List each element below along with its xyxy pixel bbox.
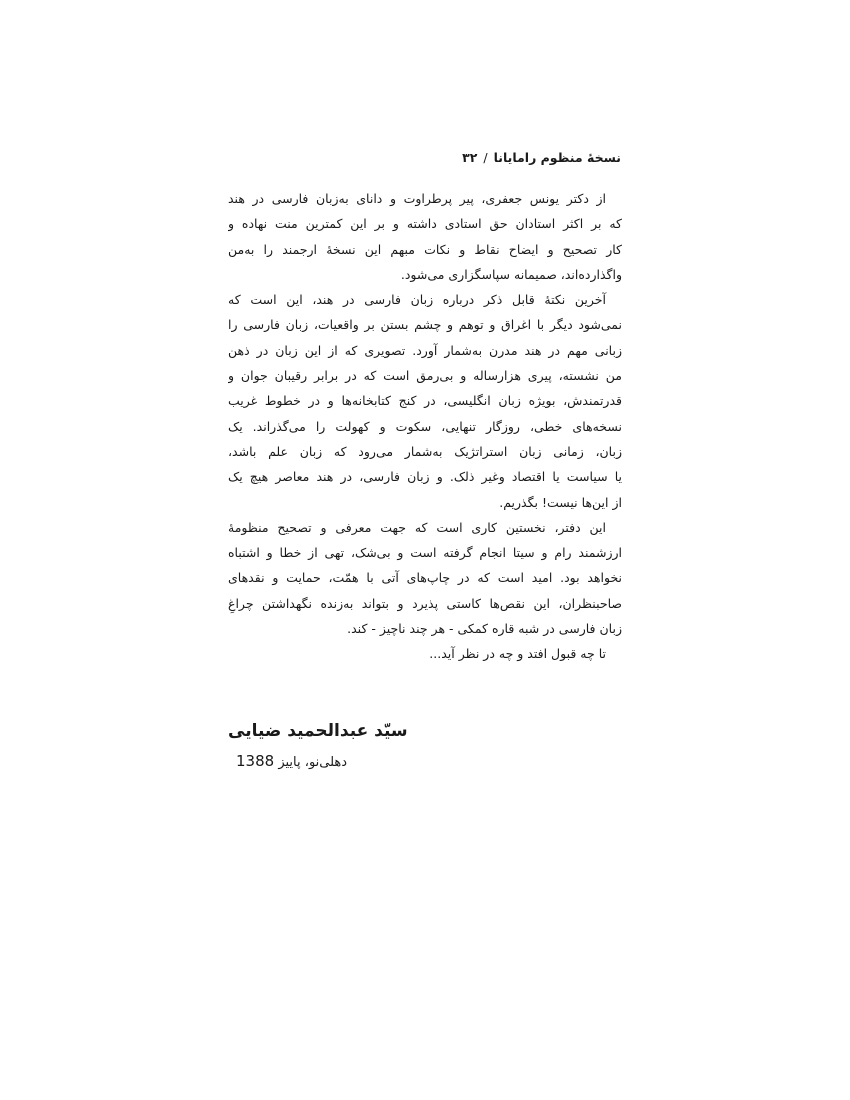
- header-title: نسخهٔ منظوم رامایانا: [493, 150, 621, 165]
- text-line: ارزشمند رام و سیتا انجام گرفته است و بی‌شک، تهی از خطا و اشتباه: [228, 545, 622, 561]
- paragraph-closing: [228, 641, 622, 666]
- text-line: آخرین نکتهٔ قابل ذکر درباره زبان فارسی در هند، این است که: [228, 292, 606, 308]
- text-line: من نشسته، پیری هزارساله و بی‌رمق است که در برابر رقیبان جوان و: [228, 368, 622, 384]
- text-line: از دکتر یونس جعفری، پیر پرطراوت و دانای به‌زبان فارسی در هند: [228, 191, 606, 206]
- text-line: که بر اکثر استادان حق استادی داشته و بر این کمترین منت نهاده و: [228, 216, 622, 232]
- text-line: زبان، زمانی زبان استراتژیک به‌شمار می‌رود که زبان علم باشد،: [228, 443, 622, 459]
- text-line: زبانی مهم در هند مدرن به‌شمار آورد. تصویری که از این زبان در ذهن: [228, 342, 622, 358]
- page-number: ۳۲: [462, 150, 478, 165]
- text-line: یا سیاست یا اقتصاد وغیر ذلک. و زبان فارسی، در هند معاصر هیچ یک: [228, 469, 622, 485]
- year: 1388: [236, 752, 275, 770]
- running-header: [462, 150, 621, 165]
- text-line: صاحبنظران، این نقص‌ها کاستی پذیرد و بتواند به‌زنده نگهداشتن چراغِ: [228, 595, 622, 611]
- header-separator: /: [483, 150, 488, 165]
- place-date: [228, 746, 622, 778]
- text-line: کار تصحیح و ایضاح نقاط و نکات مبهم این نسخهٔ ارجمند را به‌من: [228, 241, 622, 257]
- text-line: نخواهد بود. امید است که در چاپ‌های آتی با همّت، حمایت و نقدهای: [228, 570, 622, 586]
- signature-block: [228, 718, 622, 778]
- text-line: قدرتمندش، بویژه زبان انگلیسی، در کنج کتابخانه‌ها و در خطوط غریب: [228, 393, 622, 409]
- place-season: دهلی‌نو، پاییز: [278, 755, 348, 770]
- paragraph-this-volume: [228, 515, 622, 641]
- text-line: از این‌ها نیست! بگذریم.: [499, 494, 622, 510]
- text-line: واگذارده‌اند، صمیمانه سپاسگزاری می‌شود.: [400, 266, 622, 282]
- paragraph-acknowledgement: [228, 186, 622, 287]
- text-line: زبان فارسی در شبه قاره کمکی - هر چند ناچیز - کند.: [347, 621, 622, 637]
- text-line: این دفتر، نخستین کاری است که جهت معرفی و تصحیح منظومهٔ: [228, 519, 606, 535]
- body-text: [228, 186, 622, 667]
- author-name: سیّد عبدالحمید ضیایی: [228, 721, 408, 741]
- paragraph-persian-in-india: [228, 287, 622, 515]
- text-line: نمی‌شود دیگر با اغراق و توهم و چشم بستن بر واقعیات، زبان فارسی را: [228, 317, 622, 333]
- text-line: نسخه‌های خطی، روزگار تنهایی، سکوت و کهولت را می‌گذراند. یک: [228, 418, 622, 434]
- text-line: تا چه قبول افتد و چه در نظر آید...: [429, 646, 606, 662]
